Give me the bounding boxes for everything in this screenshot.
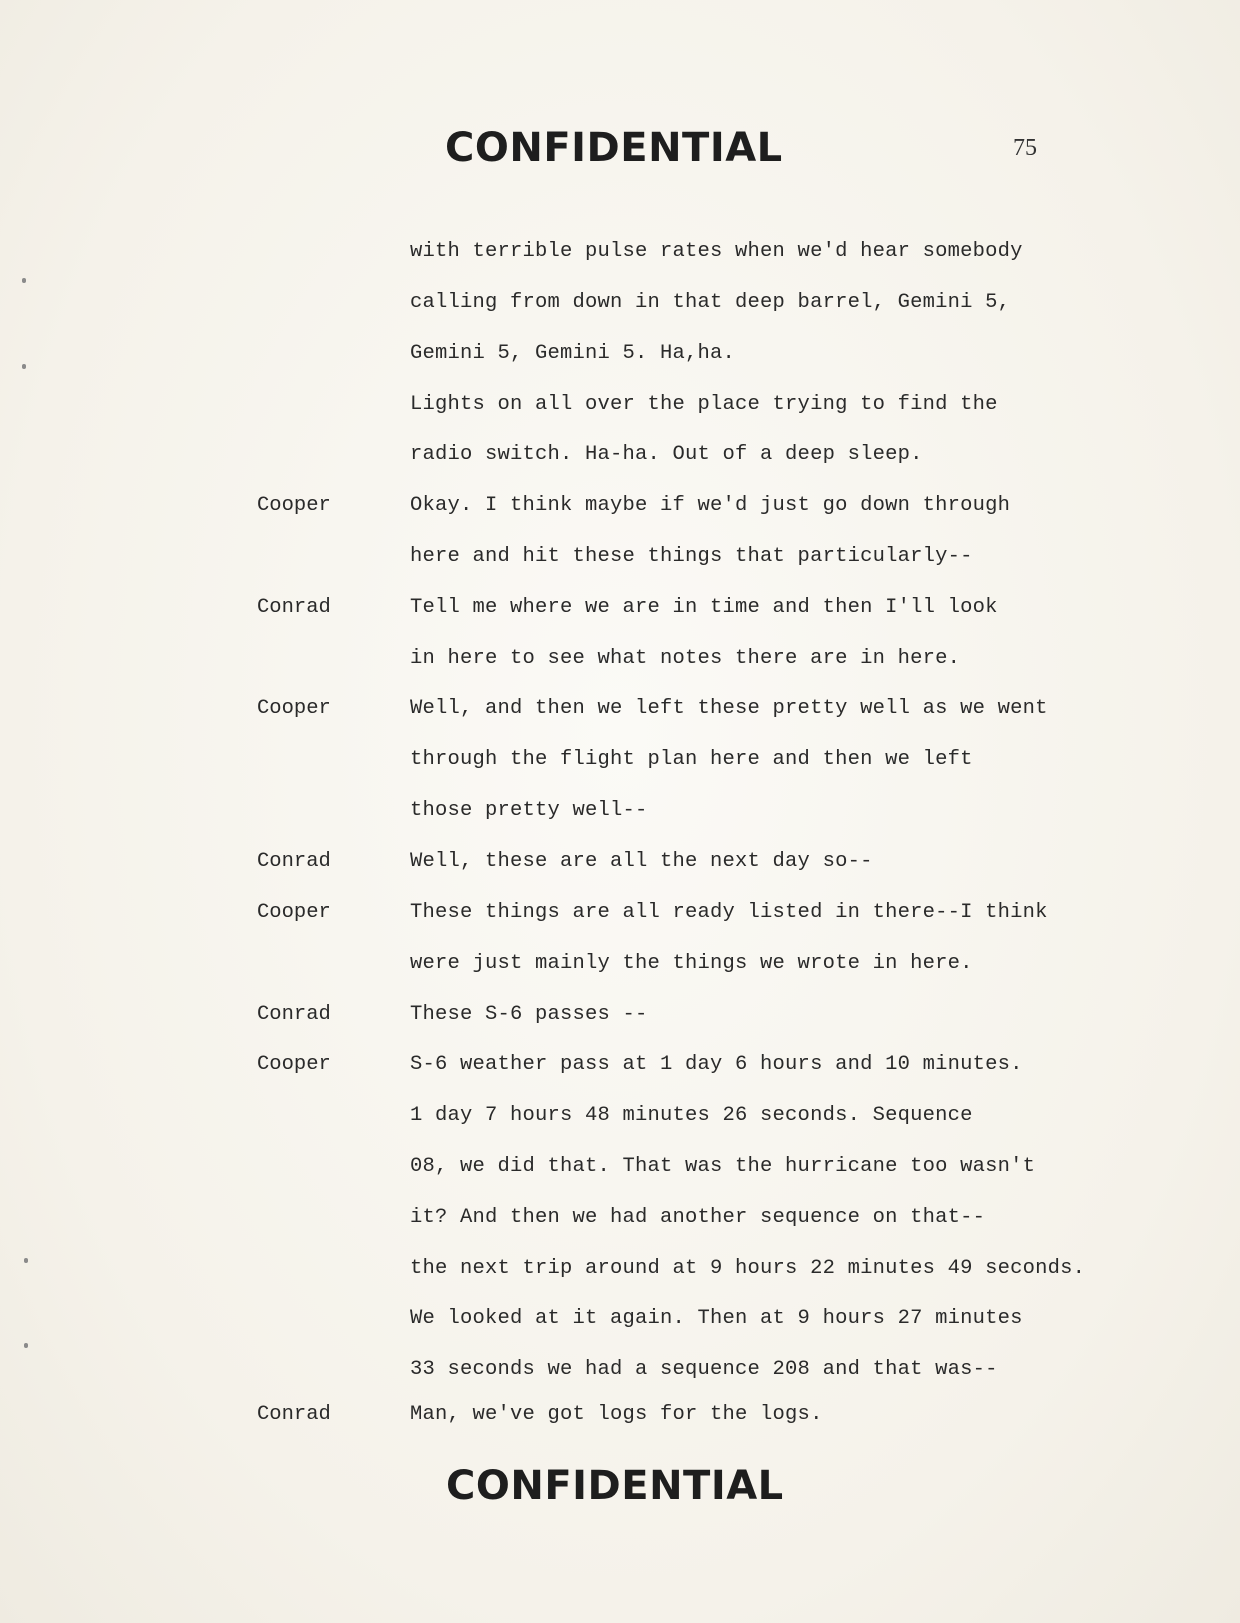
transcript-line: here and hit these things that particularly-- [410,545,973,568]
transcript-line: 33 seconds we had a sequence 208 and that was-- [410,1358,998,1381]
speaker-label: Cooper [257,901,331,924]
transcript-line: 1 day 7 hours 48 minutes 26 seconds. Sequence [410,1104,973,1127]
transcript-line: Well, and then we left these pretty well as we went [410,697,1048,720]
confidential-stamp-top [445,125,783,171]
transcript-line: in here to see what notes there are in here. [410,647,961,670]
transcript-line: with terrible pulse rates when we'd hear somebody [410,240,1023,263]
margin-mark [22,364,26,369]
transcript-line: it? And then we had another sequence on that-- [410,1206,986,1229]
speaker-label: Conrad [257,1403,331,1426]
transcript-line: These things are all ready listed in there--I think [410,901,1048,924]
margin-mark [22,278,26,283]
speaker-label: Conrad [257,1003,331,1026]
transcript-line: radio switch. Ha-ha. Out of a deep sleep. [410,443,923,466]
transcript-line: Okay. I think maybe if we'd just go down through [410,494,1011,517]
transcript-line: Well, these are all the next day so-- [410,850,873,873]
confidential-stamp-text: CONFIDENTIAL [446,1463,784,1509]
speaker-label: Conrad [257,596,331,619]
confidential-stamp-bottom [446,1463,784,1509]
transcript-line: Man, we've got logs for the logs. [410,1403,823,1426]
page-number: 75 [1013,135,1037,161]
transcript-line: through the flight plan here and then we left [410,748,973,771]
transcript-line: were just mainly the things we wrote in here. [410,952,973,975]
speaker-label: Cooper [257,494,331,517]
transcript-line: Tell me where we are in time and then I'll look [410,596,998,619]
speaker-label: Cooper [257,1053,331,1076]
transcript-line: We looked at it again. Then at 9 hours 27 minutes [410,1307,1023,1330]
confidential-stamp-text: CONFIDENTIAL [445,125,783,171]
transcript-line: those pretty well-- [410,799,648,822]
transcript-line: 08, we did that. That was the hurricane too wasn't [410,1155,1036,1178]
transcript-line: Gemini 5, Gemini 5. Ha,ha. [410,342,736,365]
margin-mark [24,1258,28,1263]
transcript-line: Lights on all over the place trying to find the [410,393,998,416]
transcript-line: the next trip around at 9 hours 22 minutes 49 seconds. [410,1257,1086,1280]
transcript-line: S-6 weather pass at 1 day 6 hours and 10 minutes. [410,1053,1023,1076]
transcript-line: These S-6 passes -- [410,1003,648,1026]
speaker-label: Conrad [257,850,331,873]
speaker-label: Cooper [257,697,331,720]
margin-mark [24,1343,28,1348]
transcript-line: calling from down in that deep barrel, Gemini 5, [410,291,1011,314]
